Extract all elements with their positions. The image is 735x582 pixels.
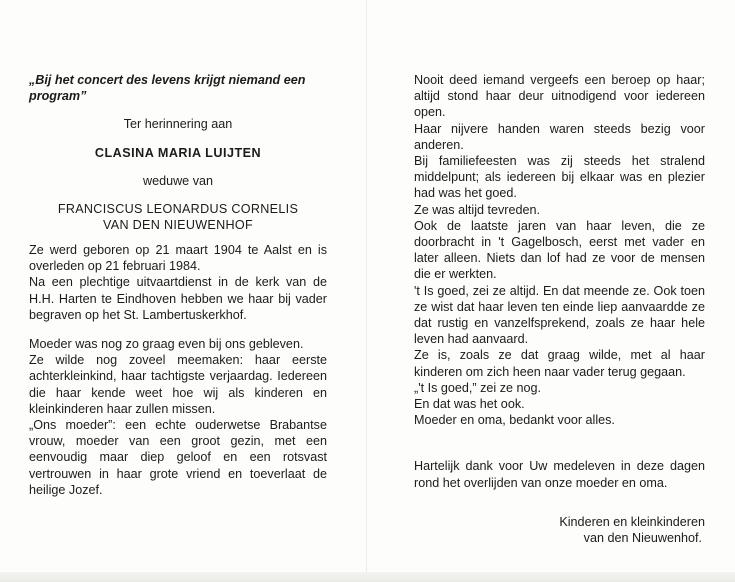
paragraph-right-9: En dat was het ook. bbox=[414, 397, 525, 412]
right-column bbox=[414, 72, 705, 546]
paragraph-right-1: Nooit deed iemand vergeefs een beroep op haar; altijd stond haar deur uitnodigend voor iedereen open. bbox=[414, 73, 705, 120]
signature bbox=[414, 514, 705, 546]
paragraph-ons-moeder: „Ons moeder”: een echte ouderwetse Brabantse vrouw, moeder van een groot gezin, met een eenvoudig maar diep geloof en een rotsvast vertrouwen in haar grote vriend en toeverlaat de heilige Jozef. bbox=[29, 418, 327, 497]
left-column bbox=[29, 72, 327, 498]
paragraph-right-2: Haar nijvere handen waren steeds bezig voor anderen. bbox=[414, 121, 705, 152]
signature-line1: Kinderen en kleinkinderen bbox=[559, 514, 705, 529]
card-fold bbox=[366, 0, 367, 582]
paragraph-right-7: Ze is, zoals ze dat graag wilde, met al haar kinderen om zich heen naar vader terug gegaan. bbox=[414, 348, 705, 379]
spouse-name-line2: VAN DEN NIEUWENHOF bbox=[103, 218, 253, 233]
paragraph-right-10: Moeder en oma, bedankt voor alles. bbox=[414, 413, 615, 428]
signature-line2: van den Nieuwenhof. bbox=[583, 530, 702, 545]
paragraph-right-3: Bij familiefeesten was zij steeds het stralend middelpunt; als iedereen bij elkaar was en plezier had was het goed. bbox=[414, 154, 705, 201]
paragraph-right-4: Ze was altijd tevreden. bbox=[414, 202, 540, 217]
widow-of-text: weduwe van bbox=[142, 173, 213, 188]
paragraph-missed: Moeder was nog zo graag even bij ons gebleven. bbox=[29, 337, 304, 352]
deceased-name: CLASINA MARIA LUIJTEN bbox=[94, 145, 262, 160]
paragraph-birth-death: Ze werd geboren op 21 maart 1904 te Aalst en is overleden op 21 februari 1984. bbox=[29, 243, 327, 274]
motto-quote: „Bij het concert des levens krijgt niemand een program” bbox=[29, 73, 306, 104]
spouse-name bbox=[29, 201, 327, 233]
paragraph-right-5: Ook de laatste jaren van haar leven, die ze doorbracht in 't Gagelbosch, eerst met vader en later alleen. Niets dan lof had ze voor de mensen die er werkten. bbox=[414, 218, 705, 282]
paragraph-funeral: Na een plechtige uitvaartdienst in de kerk van de H.H. Harten te Eindhoven hebben we haar bij vader begraven op het St. Lambertuskerkhof. bbox=[29, 275, 327, 322]
paragraph-wishes: Ze wilde nog zoveel meemaken: haar eerste achterkleinkind, haar tachtigste verjaardag. Iedereen die haar kende weet hoe wij als kinderen en kleinkinderen haar zullen missen. bbox=[29, 353, 327, 416]
paragraph-right-8: „'t Is goed,” zei ze nog. bbox=[414, 380, 542, 395]
paragraph-right-6: 't Is goed, zei ze altijd. En dat meende ze. Ook toen ze wist dat haar leven ten einde liep aanvaardde ze dat rustig en vanzelfsprekend, zoals ze haar hele leven had aanvaard. bbox=[414, 283, 705, 347]
card-bottom-edge bbox=[0, 572, 735, 582]
thanks-text: Hartelijk dank voor Uw medeleven in deze dagen rond het overlijden van onze moeder en oma. bbox=[414, 459, 705, 490]
intro-text: Ter herinnering aan bbox=[123, 117, 233, 132]
spouse-name-line1: FRANCISCUS LEONARDUS CORNELIS bbox=[57, 202, 299, 217]
